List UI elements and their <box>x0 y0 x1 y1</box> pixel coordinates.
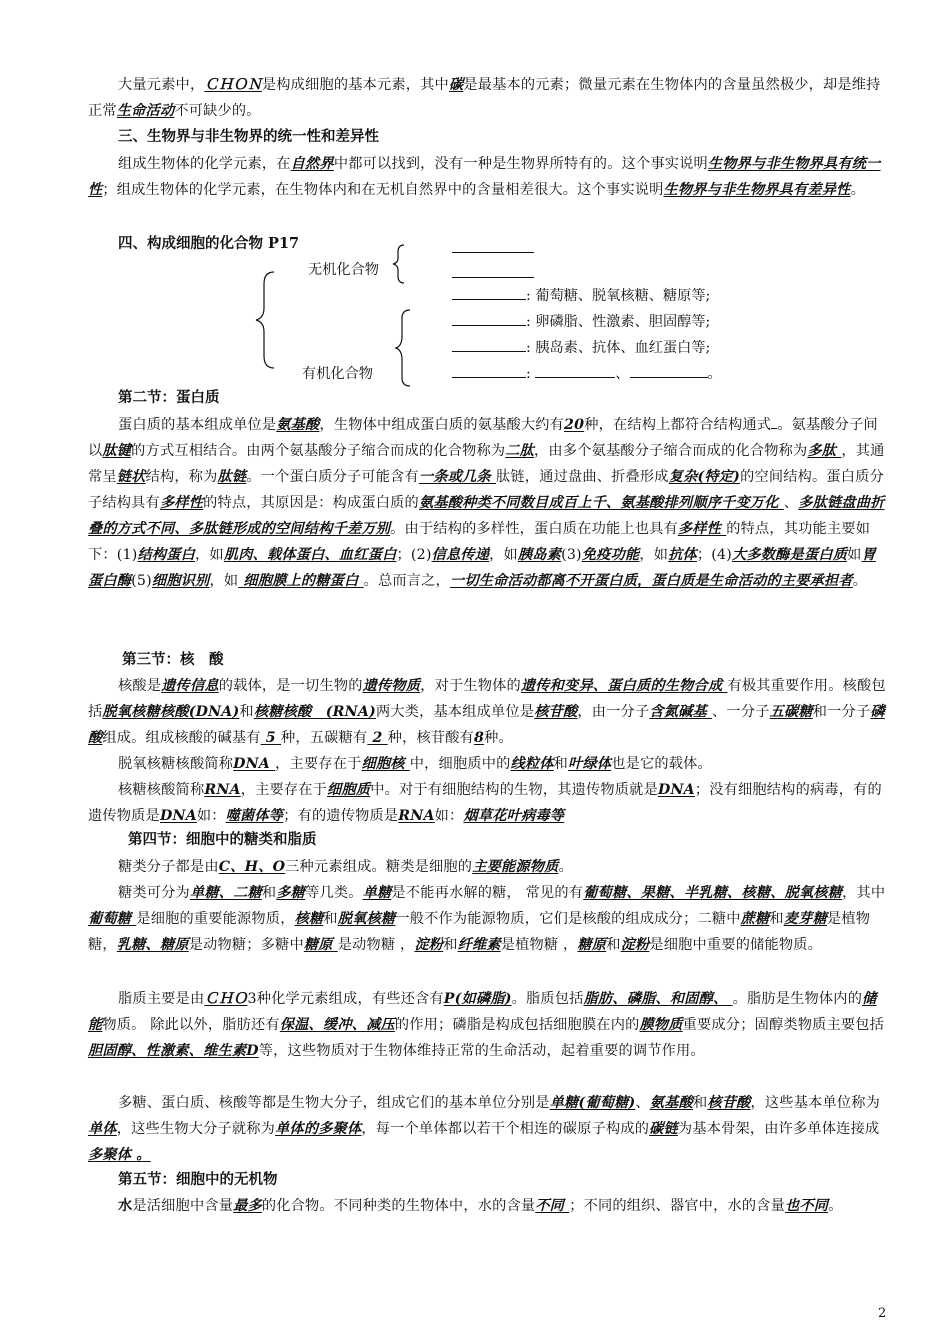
text: ；组成生物体的化学元素，在生物体内和在无机自然界中的含量相差很大。这个事实说明 <box>102 182 664 198</box>
answer: 生命活动 <box>116 103 175 119</box>
text: ；不同的组织、器官中，水的含量 <box>569 1198 786 1214</box>
text: ；有的遗传物质是 <box>283 808 399 824</box>
text: 。脂肪是生物体内的 <box>732 991 863 1007</box>
text: ，主要存在于 <box>240 782 328 798</box>
text: 物质。 除此以外，脂肪还有 <box>102 1017 280 1033</box>
compound-row <box>452 285 710 306</box>
text: 的作用；磷脂是构成包括细胞膜在内的 <box>394 1017 640 1033</box>
answer: 胆固醇、性激素、维生素D <box>88 1043 259 1059</box>
answer: DNA <box>657 782 695 798</box>
blank-line <box>452 285 526 300</box>
answer: 淀粉 <box>620 937 650 953</box>
answer: 复杂(特定) <box>668 469 741 485</box>
text: ，生物体中组成蛋白质的氨基酸大约有 <box>319 417 565 433</box>
text: 如 <box>847 547 862 563</box>
text: 是最基本的元素；微量元素在生物体内的含量虽然极少，却是维持正常 <box>88 77 881 119</box>
answer: 含氮碱基 <box>649 704 713 720</box>
paragraph-macromolecule <box>88 1090 888 1168</box>
section-heading-nucleic: 第三节：核 酸 <box>122 651 224 668</box>
text: 中，细胞质中的 <box>409 756 511 772</box>
answer: 脱氧核糖 <box>337 911 396 927</box>
answer: 2 <box>367 730 388 746</box>
section-heading-inorganic: 第五节：细胞中的无机物 <box>118 1171 278 1188</box>
answer: 胰岛素 <box>517 547 562 563</box>
text: 糖类分子都是由 <box>118 859 219 875</box>
text: 种，核苷酸有 <box>387 730 475 746</box>
text: 也是它的载体。 <box>611 756 712 772</box>
text: 的空间结构。蛋白质分子结构具有 <box>88 469 884 511</box>
answer: 储能 <box>88 991 877 1033</box>
text: 的化合物。不同种类的生物体中，水的含量 <box>261 1198 536 1214</box>
answer: 核糖核酸 (RNA) <box>253 704 376 720</box>
paragraph-nucleic-2 <box>88 751 888 777</box>
answer: 多聚体 。 <box>88 1147 151 1163</box>
answer: P(如磷脂) <box>443 991 512 1007</box>
answer: 蔗糖 <box>740 911 770 927</box>
answer: 单糖 <box>362 885 392 901</box>
text: 重要成分；固醇类物质主要包括 <box>682 1017 885 1033</box>
paragraph-lipid <box>88 986 888 1064</box>
text: (3) <box>561 547 582 563</box>
text: ；(2) <box>396 547 432 563</box>
answer: 肽键 <box>102 443 132 459</box>
answer: 纤维素 <box>457 937 501 953</box>
paragraph-sugar-2 <box>88 880 888 958</box>
answer: 单糖(葡萄糖) <box>549 1095 636 1111</box>
answer: 8 <box>474 730 485 746</box>
text: ，如 <box>489 547 518 563</box>
paragraph-water <box>88 1193 888 1219</box>
text: ，每一个单体都以若干个相连的碳原子构成的 <box>361 1121 650 1137</box>
text: 中都可以找到，没有一种是生物界所特有的。这个事实说明 <box>333 156 708 172</box>
answer: 细胞识别 <box>151 573 210 589</box>
answer: 多肽链盘曲折叠的方式不同、多肽链形成的空间结构千差万别 <box>88 495 885 537</box>
text: ；没有细胞结构的病毒，有的遗传物质是 <box>88 782 882 824</box>
answer: 结构蛋白 <box>137 547 196 563</box>
blank-line <box>630 363 708 378</box>
answer: 乳糖、糖原 <box>116 937 189 953</box>
organic-label: 有机化合物 <box>302 366 373 382</box>
text: 核糖核酸简称 <box>118 782 205 798</box>
answer: 噬菌体等 <box>225 808 284 824</box>
text: 。脂质包括 <box>511 991 584 1007</box>
answer: 氨基酸 <box>276 417 320 433</box>
text: 不可缺少的。 <box>174 103 261 119</box>
blank-line <box>452 263 534 278</box>
text: 的特点，其功能主要如下：(1) <box>88 521 871 563</box>
answer: 链状 <box>116 469 146 485</box>
text: 、一分子 <box>712 704 770 720</box>
answer: 遗传和变异、蛋白质的生物合成 <box>520 678 728 694</box>
compound-row <box>452 337 710 358</box>
answer: 不同 <box>535 1198 570 1214</box>
answer: C、H、O <box>218 859 286 875</box>
section-heading-protein: 第二节：蛋白质 <box>118 389 220 406</box>
answer: 20 <box>564 417 585 433</box>
text: 。一个蛋白质分子可能含有 <box>246 469 419 485</box>
answer: 自然界 <box>290 156 334 172</box>
text: 。 <box>707 366 722 382</box>
answer: 碳 <box>448 77 464 93</box>
answer: RNA <box>398 808 435 824</box>
text: 是动物糖 ， <box>337 937 415 953</box>
text: (5) <box>131 573 152 589</box>
answer: 免疫功能 <box>581 547 640 563</box>
answer: 核苷酸 <box>707 1095 751 1111</box>
text: 和 <box>261 885 277 901</box>
text: 和 <box>443 937 458 953</box>
answer: 一条或几条 <box>418 469 497 485</box>
answer: DNA <box>159 808 197 824</box>
answer: 生物界与非生物界具有统一性 <box>88 156 881 198</box>
answer: DNA <box>233 756 276 772</box>
answer: 生物界与非生物界具有差异性 <box>663 182 851 198</box>
compound-row <box>452 311 710 332</box>
text: 、 <box>615 366 630 382</box>
answer: 单体 <box>88 1121 117 1137</box>
answer: 最多 <box>233 1198 262 1214</box>
section-heading-unity: 三、生物界与非生物界的统一性和差异性 <box>118 128 379 145</box>
text: 为基本骨架，由许多单体连接成 <box>677 1121 880 1137</box>
text: 结构，称为 <box>145 469 218 485</box>
section-heading-sugar: 第四节：细胞中的糖类和脂质 <box>128 831 317 848</box>
answer: 五碳糖 <box>769 704 813 720</box>
text: 和 <box>692 1095 708 1111</box>
text: 组成生物体的化学元素，在 <box>118 156 291 172</box>
text: 、 <box>635 1095 650 1111</box>
text: 和 <box>553 756 569 772</box>
answer: 单糖、二糖 <box>189 885 262 901</box>
answer: 脂肪、磷脂、和固醇、 <box>583 991 733 1007</box>
paragraph-nucleic-1 <box>88 673 888 751</box>
answer: 膜物质 <box>639 1017 683 1033</box>
text: 脂质主要是由 <box>118 991 205 1007</box>
answer: 肌肉、载体蛋白、血红蛋白 <box>223 547 397 563</box>
blank-line <box>535 363 615 378</box>
answer: 线粒体 <box>510 756 554 772</box>
answer: 遗传信息 <box>161 678 219 694</box>
text: 和一分子 <box>812 704 871 720</box>
answer: 大多数酶是蛋白质 <box>732 547 848 563</box>
text: 如： <box>434 808 464 824</box>
text: 是细胞中重要的储能物质。 <box>649 937 823 953</box>
text: 种，在结构上都符合结构通式 <box>584 417 772 433</box>
answer: 主要能源物质 <box>472 859 559 875</box>
answer: 葡萄糖 <box>88 911 137 927</box>
answer: 叶绿体 <box>568 756 612 772</box>
text: ，如 <box>209 573 239 589</box>
answer: 细胞核 <box>361 756 410 772</box>
answer: 碳链 <box>649 1121 678 1137</box>
inorganic-label: 无机化合物 <box>308 262 379 278</box>
text: 种，五碳糖有 <box>281 730 368 746</box>
text: 组成。组成核酸的碱基有 <box>102 730 261 746</box>
answer: 胃蛋白酶 <box>88 547 876 589</box>
blank-line <box>452 238 534 253</box>
text: : 胰岛素、抗体、血红蛋白等; <box>526 340 711 356</box>
text: 等，这些物质对于生物体维持正常的生命活动，起着重要的调节作用。 <box>258 1043 705 1059</box>
text: 是不能再水解的糖， 常见的有 <box>391 885 584 901</box>
text: 三种元素组成。糖类是细胞的 <box>285 859 473 875</box>
text: 、 <box>783 495 799 511</box>
text: 多糖、蛋白质、核酸等都是生物大分子，组成它们的基本单位分别是 <box>118 1095 550 1111</box>
text: 是植物糖 ， <box>500 937 578 953</box>
answer: 脱氧核糖核酸(DNA) <box>102 704 240 720</box>
answer: 多样性 <box>159 495 204 511</box>
paragraph-sugar-1 <box>88 854 888 880</box>
answer: 葡萄糖、果糖、半乳糖、核糖、脱氧核糖 <box>583 885 843 901</box>
text: 。 <box>850 182 865 198</box>
text: 蛋白质的基本组成单位是 <box>118 417 277 433</box>
answer: 核糖 <box>294 911 324 927</box>
text: 。 <box>828 1198 843 1214</box>
text: 。由于结构的多样性，蛋白质在功能上也具有 <box>390 521 678 537</box>
answer: 麦芽糖 <box>783 911 827 927</box>
text: 3种化学元素组成，有些还含有 <box>247 991 444 1007</box>
text: 的方式互相结合。由两个氨基酸分子缩合而成的化合物称为 <box>131 443 506 459</box>
paragraph-nucleic-3 <box>88 777 888 829</box>
text: 肽链，通过盘曲、折叠形成 <box>496 469 669 485</box>
text: 一般不作为能源物质，它们是核酸的组成成分；二糖中 <box>395 911 741 927</box>
text: : 卵磷脂、性激素、胆固醇等; <box>526 314 711 330</box>
text: 如： <box>196 808 226 824</box>
text: 。氨基酸分子间以 <box>88 417 878 459</box>
text: : <box>526 366 531 382</box>
text: : 葡萄糖、脱氧核糖、糖原等; <box>526 288 711 304</box>
answer: 淀粉 <box>414 937 444 953</box>
text: 。总而言之， <box>363 573 450 589</box>
answer: 细胞质 <box>327 782 371 798</box>
answer: 多糖 <box>276 885 306 901</box>
text: 是植物糖， <box>88 911 871 953</box>
text: 是动物糖；多糖中 <box>188 937 304 953</box>
text: 水 <box>118 1198 133 1214</box>
text: ，对于生物体的 <box>420 678 521 694</box>
answer: 单体的多聚体 <box>275 1121 362 1137</box>
answer: 磷酸 <box>88 704 885 746</box>
compound-row <box>452 363 722 384</box>
text: 糖类可分为 <box>118 885 190 901</box>
answer: 核苷酸 <box>534 704 578 720</box>
blank-line <box>452 363 526 378</box>
text: ，如 <box>639 547 669 563</box>
answer: 也不同 <box>785 1198 829 1214</box>
text: 中。对于有细胞结构的生物，其遗传物质就是 <box>370 782 658 798</box>
answer: 遗传物质 <box>362 678 421 694</box>
text: ；(4) <box>696 547 733 563</box>
answer: RNA <box>204 782 241 798</box>
text: 等几类。 <box>305 885 363 901</box>
section-heading-compounds: 四、构成细胞的化合物 P17 <box>118 235 300 252</box>
answer: 保温、缓冲、减压 <box>279 1017 395 1033</box>
answer: 糖原 <box>303 937 338 953</box>
text: 是构成细胞的基本元素，其中 <box>261 77 449 93</box>
text: 的载体，是一切生物的 <box>218 678 363 694</box>
text: ，由多个氨基酸分子缩合而成的化合物称为 <box>534 443 808 459</box>
text: 。 <box>852 573 868 589</box>
text: 和 <box>239 704 254 720</box>
text: 核酸是 <box>118 678 162 694</box>
answer: 多样性 <box>677 521 727 537</box>
text: 和 <box>323 911 338 927</box>
text: 是活细胞中含量 <box>132 1198 234 1214</box>
text: ，这些基本单位称为 <box>750 1095 881 1111</box>
answer: ＣＨＯＮ <box>204 77 262 93</box>
answer: 细胞膜上的糖蛋白 <box>238 573 364 589</box>
text: 的特点，其原因是：构成蛋白质的 <box>203 495 419 511</box>
text: 脱氧核糖核酸简称 <box>118 756 234 772</box>
text: ，其中 <box>842 885 886 901</box>
text: 和 <box>769 911 784 927</box>
blank-line <box>452 337 526 352</box>
text: ，其通常呈 <box>88 443 885 485</box>
text: 大量元素中， <box>118 77 205 93</box>
text: ，如 <box>195 547 224 563</box>
text: ，这些生物大分子就称为 <box>116 1121 276 1137</box>
answer: 多肽 <box>807 443 842 459</box>
text: 。 <box>558 859 573 875</box>
paragraph-protein <box>88 412 888 594</box>
answer: 一切生命活动都离不开蛋白质，蛋白质是生命活动的主要承担者 <box>449 573 853 589</box>
answer: 5 <box>260 730 282 746</box>
answer: 信息传递 <box>431 547 490 563</box>
text: 有极其重要作用。核酸包括 <box>88 678 886 720</box>
answer: 氨基酸种类不同数目成百上千、氨基酸排列顺序千变万化 <box>418 495 784 511</box>
answer: 二肽 <box>505 443 535 459</box>
text: ，由一分子 <box>577 704 650 720</box>
text: 种。 <box>484 730 513 746</box>
answer: 氨基酸 <box>649 1095 693 1111</box>
answer: 抗体 <box>668 547 697 563</box>
answer: 烟草花叶病毒等 <box>463 808 565 824</box>
blank-line <box>452 311 526 326</box>
text: 和 <box>606 937 621 953</box>
page-number: 2 <box>878 1306 887 1321</box>
answer: ＣＨＯ <box>204 991 248 1007</box>
text: 是细胞的重要能源物质， <box>136 911 295 927</box>
answer: 糖原 <box>577 937 607 953</box>
answer: 肽链 <box>217 469 247 485</box>
text: 两大类，基本组成单位是 <box>375 704 535 720</box>
text: ，主要存在于 <box>275 756 362 772</box>
